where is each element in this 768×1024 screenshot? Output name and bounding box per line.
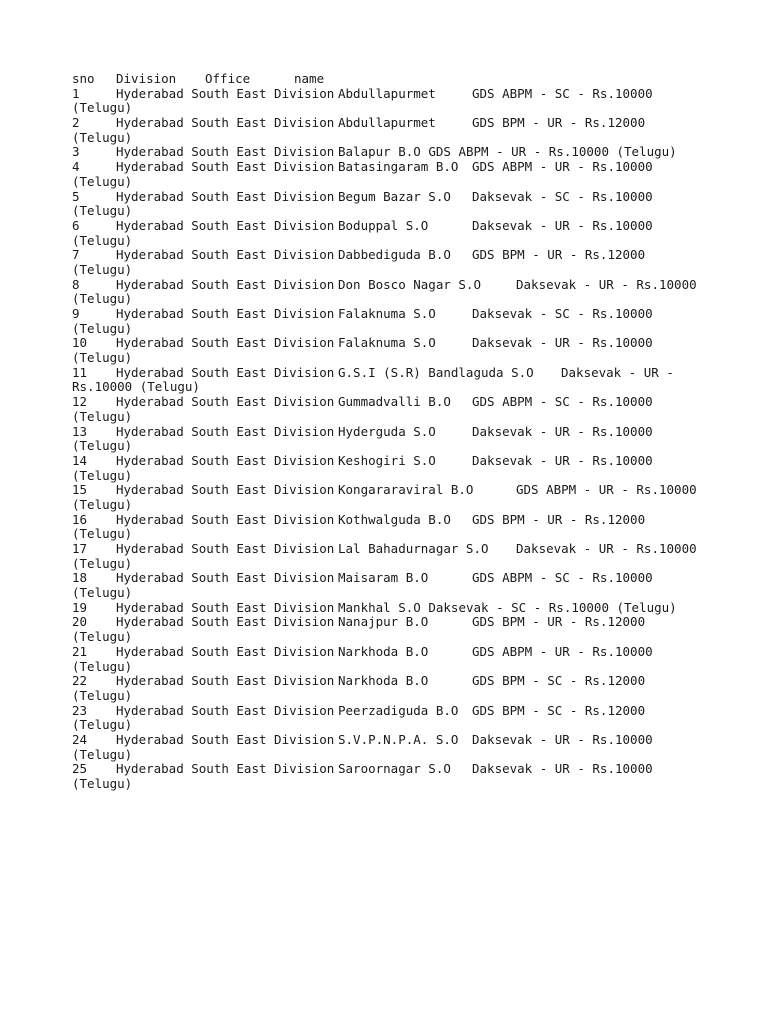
header-name: name [294, 71, 325, 86]
row-division: Hyderabad South East Division [116, 702, 335, 718]
table-row [72, 160, 712, 175]
row-continuation: (Telugu) [72, 658, 133, 674]
table-row [72, 454, 712, 469]
row-continuation: (Telugu) [72, 746, 133, 762]
row-office: Gummadvalli B.O [338, 394, 451, 410]
row-office: Keshogiri S.O [338, 452, 436, 468]
row-sno: 24 [72, 731, 88, 747]
row-division: Hyderabad South East Division [116, 188, 335, 204]
row-continuation: (Telugu) [72, 629, 133, 645]
table-row-continuation [72, 527, 712, 542]
row-sno: 20 [72, 614, 88, 630]
row-office: Hyderguda S.O [338, 423, 436, 439]
row-post: Daksevak - UR - Rs.10000 [472, 217, 653, 233]
table-row [72, 483, 712, 498]
table-row-continuation [72, 175, 712, 190]
table-row [72, 116, 712, 131]
row-sno: 5 [72, 188, 80, 204]
row-office: Kongararaviral B.O [338, 482, 474, 498]
row-office: Abdullapurmet [338, 85, 436, 101]
row-post: GDS BPM - SC - Rs.12000 [472, 702, 646, 718]
header-office: Office [205, 71, 251, 86]
row-division: Hyderabad South East Division [116, 599, 335, 615]
row-division: Hyderabad South East Division [116, 159, 335, 175]
row-office: Mankhal S.O [338, 599, 421, 615]
table-row [72, 542, 712, 557]
row-office: Don Bosco Nagar S.O [338, 276, 481, 292]
row-division: Hyderabad South East Division [116, 643, 335, 659]
row-continuation: (Telugu) [72, 585, 133, 601]
row-continuation: (Telugu) [72, 526, 133, 542]
table-row-continuation [72, 557, 712, 572]
row-post: GDS ABPM - UR - Rs.10000 [516, 482, 697, 498]
row-sno: 8 [72, 276, 80, 292]
row-division: Hyderabad South East Division [116, 614, 335, 630]
table-row-continuation [72, 131, 712, 146]
row-sno: 2 [72, 115, 80, 131]
row-office: Narkhoda B.O [338, 643, 429, 659]
table-row-continuation [72, 469, 712, 484]
row-continuation: (Telugu) [72, 173, 133, 189]
table-row [72, 704, 712, 719]
row-continuation: (Telugu) [72, 776, 133, 791]
row-division: Hyderabad South East Division [116, 761, 335, 777]
table-row-continuation [72, 380, 712, 395]
row-division: Hyderabad South East Division [116, 364, 335, 380]
table-row [72, 395, 712, 410]
row-office: Boduppal S.O [338, 217, 429, 233]
row-sno: 9 [72, 306, 80, 321]
table-row [72, 278, 712, 293]
row-continuation: (Telugu) [72, 467, 133, 483]
row-office: Dabbediguda B.O [338, 247, 451, 263]
row-division: Hyderabad South East Division [116, 673, 335, 689]
table-row-continuation [72, 660, 712, 675]
row-continuation: Rs.10000 (Telugu) [72, 379, 200, 395]
row-sno: 3 [72, 144, 80, 160]
row-post: Daksevak - SC - Rs.10000 [472, 188, 653, 204]
row-division: Hyderabad South East Division [116, 423, 335, 439]
row-post: Daksevak - UR - [561, 364, 674, 380]
table-row-continuation [72, 204, 712, 219]
row-continuation: (Telugu) [72, 232, 133, 248]
row-division: Hyderabad South East Division [116, 306, 335, 321]
row-division: Hyderabad South East Division [116, 452, 335, 468]
document-page [72, 72, 712, 792]
row-continuation: (Telugu) [72, 408, 133, 424]
row-sno: 16 [72, 511, 88, 527]
row-post: GDS ABPM - SC - Rs.10000 [472, 85, 653, 101]
row-office: Lal Bahadurnagar S.O [338, 541, 489, 556]
header-division: Division [116, 71, 177, 86]
row-division: Hyderabad South East Division [116, 85, 335, 101]
row-sno: 12 [72, 394, 88, 410]
table-row [72, 87, 712, 102]
row-continuation: (Telugu) [72, 496, 133, 512]
row-office: Balapur B.O [338, 144, 421, 160]
row-continuation: (Telugu) [72, 261, 133, 277]
row-sno: 17 [72, 541, 88, 556]
row-office: Falaknuma S.O [338, 306, 436, 321]
row-sno: 11 [72, 364, 88, 380]
row-sno: 15 [72, 482, 88, 498]
row-post: Daksevak - SC - Rs.10000 (Telugu) [428, 599, 677, 615]
row-division: Hyderabad South East Division [116, 115, 335, 131]
table-row-continuation [72, 263, 712, 278]
row-division: Hyderabad South East Division [116, 144, 335, 160]
row-post: GDS ABPM - UR - Rs.10000 [472, 643, 653, 659]
row-office: Falaknuma S.O [338, 335, 436, 351]
table-row [72, 219, 712, 234]
row-sno: 1 [72, 85, 80, 101]
table-row-continuation [72, 718, 712, 733]
row-post: GDS BPM - UR - Rs.12000 [472, 511, 646, 527]
table-row-continuation [72, 630, 712, 645]
row-office: Abdullapurmet [338, 115, 436, 131]
table-row [72, 425, 712, 440]
row-post: Daksevak - SC - Rs.10000 [472, 306, 653, 321]
table-row-continuation [72, 777, 712, 792]
row-division: Hyderabad South East Division [116, 335, 335, 351]
row-post: GDS BPM - SC - Rs.12000 [472, 673, 646, 689]
row-post: Daksevak - UR - Rs.10000 [472, 423, 653, 439]
row-sno: 21 [72, 643, 88, 659]
row-sno: 13 [72, 423, 88, 439]
row-continuation: (Telugu) [72, 203, 133, 219]
row-division: Hyderabad South East Division [116, 394, 335, 410]
row-division: Hyderabad South East Division [116, 541, 335, 556]
table-row [72, 601, 712, 616]
row-sno: 7 [72, 247, 80, 263]
row-sno: 14 [72, 452, 88, 468]
table-row-continuation [72, 410, 712, 425]
row-post: Daksevak - UR - Rs.10000 [516, 541, 697, 556]
row-division: Hyderabad South East Division [116, 217, 335, 233]
table-row [72, 307, 712, 322]
table-row-continuation [72, 101, 712, 116]
table-row-continuation [72, 689, 712, 704]
table-row [72, 645, 712, 660]
row-post: GDS ABPM - SC - Rs.10000 [472, 570, 653, 586]
header-row [72, 72, 712, 87]
row-division: Hyderabad South East Division [116, 511, 335, 527]
row-office: Kothwalguda B.O [338, 511, 451, 527]
table-row [72, 762, 712, 777]
row-sno: 4 [72, 159, 80, 175]
table-row [72, 145, 712, 160]
table-row-continuation [72, 234, 712, 249]
table-row-continuation [72, 586, 712, 601]
table-row [72, 190, 712, 205]
row-office: Peerzadiguda B.O [338, 702, 459, 718]
row-office: Maisaram B.O [338, 570, 429, 586]
table-row-continuation [72, 498, 712, 513]
row-division: Hyderabad South East Division [116, 731, 335, 747]
row-post: Daksevak - UR - Rs.10000 [472, 335, 653, 351]
row-sno: 6 [72, 217, 80, 233]
table-row [72, 615, 712, 630]
row-office: S.V.P.N.P.A. S.O [338, 731, 459, 747]
row-sno: 10 [72, 335, 88, 351]
table-row [72, 248, 712, 263]
row-office: Narkhoda B.O [338, 673, 429, 689]
row-sno: 19 [72, 599, 88, 615]
row-office: Begum Bazar S.O [338, 188, 451, 204]
row-continuation: (Telugu) [72, 100, 133, 116]
row-post: GDS ABPM - SC - Rs.10000 [472, 394, 653, 410]
table-row [72, 733, 712, 748]
table-row [72, 336, 712, 351]
row-post: Daksevak - UR - Rs.10000 [472, 761, 653, 777]
row-continuation: (Telugu) [72, 291, 133, 307]
row-office: Nanajpur B.O [338, 614, 429, 630]
table-row [72, 571, 712, 586]
table-row [72, 674, 712, 689]
row-continuation: (Telugu) [72, 555, 133, 571]
row-division: Hyderabad South East Division [116, 570, 335, 586]
table-row [72, 513, 712, 528]
row-post: GDS ABPM - UR - Rs.10000 (Telugu) [428, 144, 677, 160]
row-division: Hyderabad South East Division [116, 276, 335, 292]
table-row [72, 366, 712, 381]
row-division: Hyderabad South East Division [116, 482, 335, 498]
header-sno: sno [72, 71, 95, 86]
row-continuation: (Telugu) [72, 717, 133, 733]
row-office: Saroornagar S.O [338, 761, 451, 777]
row-continuation: (Telugu) [72, 687, 133, 703]
row-office: Batasingaram B.O [338, 159, 459, 175]
row-continuation: (Telugu) [72, 320, 133, 336]
row-sno: 22 [72, 673, 88, 689]
table-row-continuation [72, 748, 712, 763]
row-post: Daksevak - UR - Rs.10000 [472, 452, 653, 468]
row-office: G.S.I (S.R) Bandlaguda S.O [338, 364, 534, 380]
row-post: GDS BPM - UR - Rs.12000 [472, 614, 646, 630]
row-post: GDS BPM - UR - Rs.12000 [472, 247, 646, 263]
table-row-continuation [72, 322, 712, 337]
row-post: GDS ABPM - UR - Rs.10000 [472, 159, 653, 175]
row-post: GDS BPM - UR - Rs.12000 [472, 115, 646, 131]
row-post: Daksevak - UR - Rs.10000 [516, 276, 697, 292]
table-row-continuation [72, 439, 712, 454]
table-row-continuation [72, 351, 712, 366]
row-post: Daksevak - UR - Rs.10000 [472, 731, 653, 747]
table-row-continuation [72, 292, 712, 307]
row-continuation: (Telugu) [72, 350, 133, 366]
record-list [72, 87, 712, 792]
row-sno: 18 [72, 570, 88, 586]
row-continuation: (Telugu) [72, 129, 133, 145]
row-sno: 25 [72, 761, 88, 777]
row-sno: 23 [72, 702, 88, 718]
row-continuation: (Telugu) [72, 438, 133, 454]
row-division: Hyderabad South East Division [116, 247, 335, 263]
